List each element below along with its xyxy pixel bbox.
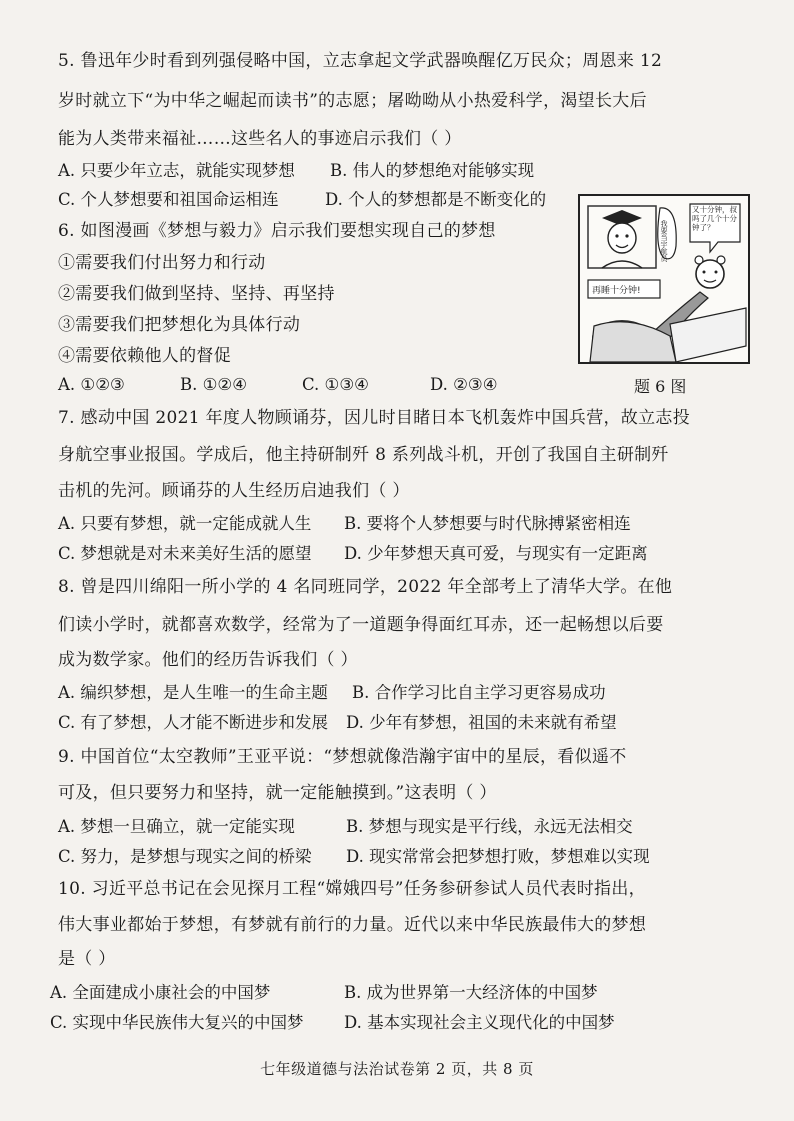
q10-line-3: 是（ ）: [58, 949, 116, 969]
page-footer: 七年级道德与法治试卷第 2 页，共 8 页: [260, 1060, 534, 1078]
q6-option-c: C. ①③④: [302, 375, 369, 394]
q9-option-c: C. 努力，是梦想与现实之间的桥梁: [58, 847, 312, 866]
cartoon-illustration: [580, 196, 748, 362]
q8-line-3: 成为数学家。他们的经历告诉我们（ ）: [58, 650, 358, 670]
q8-option-a: A. 编织梦想，是人生唯一的生命主题: [58, 683, 328, 702]
q9-option-b: B. 梦想与现实是平行线，永远无法相交: [346, 817, 633, 836]
q10-line-2: 伟大事业都始于梦想，有梦就有前行的力量。近代以来中华民族最伟大的梦想: [58, 915, 647, 935]
q6-option-b: B. ①②④: [180, 375, 247, 394]
q10-line-1: 10. 习近平总书记在会见探月工程“嫦娥四号”任务参研参试人员代表时指出，: [58, 879, 646, 899]
q9-line-2: 可及，但只要努力和坚持，就一定能触摸到。”这表明（ ）: [58, 783, 497, 803]
q9-option-d: D. 现实常常会把梦想打败，梦想难以实现: [346, 847, 650, 866]
cartoon-dream-and-perseverance: [578, 194, 750, 364]
q8-option-c: C. 有了梦想，人才能不断进步和发展: [58, 713, 329, 732]
q5-option-d: D. 个人的梦想都是不断变化的: [325, 190, 547, 209]
cartoon-sleep-text: 再睡十分钟!: [592, 286, 641, 296]
q7-option-a: A. 只要有梦想，就一定能成就人生: [58, 514, 312, 533]
q5-option-b: B. 伟人的梦想绝对能够实现: [330, 161, 535, 180]
q10-option-c: C. 实现中华民族伟大复兴的中国梦: [50, 1013, 304, 1032]
q7-line-3: 击机的先河。顾诵芬的人生经历启迪我们（ ）: [58, 481, 410, 501]
q6-line-1: 6. 如图漫画《梦想与毅力》启示我们要想实现自己的梦想: [58, 221, 496, 241]
q10-option-a: A. 全面建成小康社会的中国梦: [50, 983, 271, 1002]
cartoon-clock-text: 又十分钟，叔吗了几个十分钟了？: [692, 205, 737, 232]
q8-option-d: D. 少年有梦想，祖国的未来就有希望: [346, 713, 617, 732]
cartoon-dream-text: 我要当宇航员: [660, 220, 668, 262]
q6-option-d: D. ②③④: [430, 375, 498, 394]
q9-line-1: 9. 中国首位“太空教师”王亚平说：“梦想就像浩瀚宇宙中的星辰，看似遥不: [58, 747, 627, 767]
q7-option-c: C. 梦想就是对未来美好生活的愿望: [58, 544, 312, 563]
q7-option-d: D. 少年梦想天真可爱，与现实有一定距离: [344, 544, 648, 563]
q6-statement-2: ②需要我们做到坚持、坚持、再坚持: [58, 284, 335, 304]
q5-line-2: 岁时就立下“为中华之崛起而读书”的志愿；屠呦呦从小热爱科学，渴望长大后: [58, 91, 647, 111]
q8-line-2: 们读小学时，就都喜欢数学，经常为了一道题争得面红耳赤，还一起畅想以后要: [58, 615, 664, 635]
figure-label: 题 6 图: [634, 377, 687, 396]
q5-option-c: C. 个人梦想要和祖国命运相连: [58, 190, 279, 209]
q10-option-d: D. 基本实现社会主义现代化的中国梦: [344, 1013, 615, 1032]
q6-option-a: A. ①②③: [58, 375, 125, 394]
q7-line-1: 7. 感动中国 2021 年度人物顾诵芬，因儿时目睹日本飞机轰炸中国兵营，故立志投: [58, 408, 690, 428]
q6-statement-3: ③需要我们把梦想化为具体行动: [58, 315, 301, 335]
q8-line-1: 8. 曾是四川绵阳一所小学的 4 名同班同学，2022 年全部考上了清华大学。在他: [58, 577, 673, 597]
q10-option-b: B. 成为世界第一大经济体的中国梦: [344, 983, 598, 1002]
q7-line-2: 身航空事业报国。学成后，他主持研制歼 8 系列战斗机，开创了我国自主研制歼: [58, 445, 669, 465]
q7-option-b: B. 要将个人梦想要与时代脉搏紧密相连: [344, 514, 631, 533]
q6-statement-4: ④需要依赖他人的督促: [58, 346, 231, 366]
q9-option-a: A. 梦想一旦确立，就一定能实现: [58, 817, 295, 836]
q5-option-a: A. 只要少年立志，就能实现梦想: [58, 161, 295, 180]
q8-option-b: B. 合作学习比自主学习更容易成功: [352, 683, 606, 702]
q6-statement-1: ①需要我们付出努力和行动: [58, 253, 266, 273]
q5-line-3: 能为人类带来福祉……这些名人的事迹启示我们（ ）: [58, 129, 462, 149]
q5-line-1: 5. 鲁迅年少时看到列强侵略中国，立志拿起文学武器唤醒亿万民众；周恩来 12: [58, 51, 663, 71]
